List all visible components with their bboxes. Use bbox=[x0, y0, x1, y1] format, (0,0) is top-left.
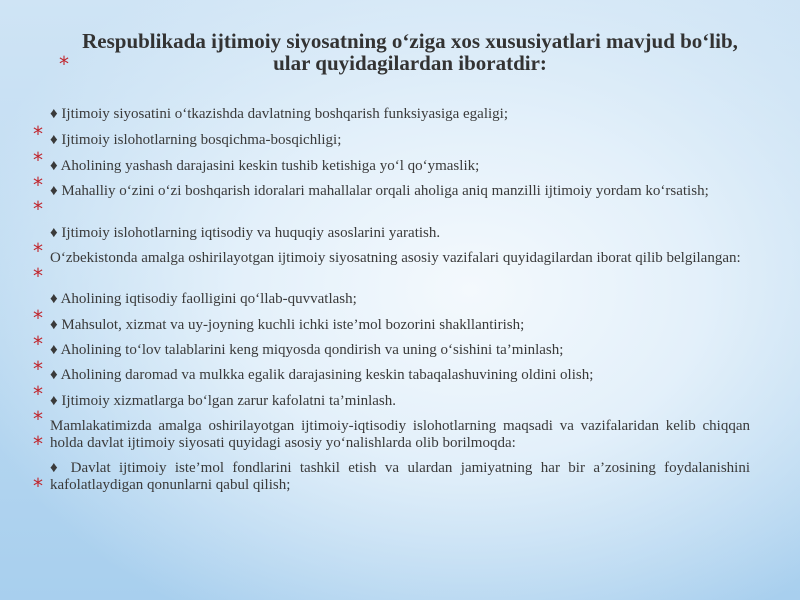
paragraph: ♦ Aholining iqtisodiy faolligini qo‘llab-quvvatlash; bbox=[50, 291, 357, 307]
paragraph: ♦ Ijtimoiy siyosatini o‘tkazishda davlatning boshqarish funksiyasiga egaligi; bbox=[50, 106, 508, 122]
bullet-icon: * bbox=[33, 264, 43, 288]
bullet-icon: * bbox=[33, 306, 43, 330]
bullet-icon: * bbox=[33, 357, 43, 381]
bullet-icon: * bbox=[33, 173, 43, 197]
bullet-icon: * bbox=[33, 407, 43, 431]
paragraph: Mamlakatimizda amalga oshirilayotgan ijtimoiy-iqtisodiy islohotlarning maqsadi va vazifalaridan kelib chiqqan holda davlat ijtimoiy siyosati quyidagi asosiy yo‘nalishlarda olib borilmoqda: bbox=[50, 418, 750, 451]
bullet-icon: * bbox=[33, 432, 43, 456]
bullet-icon: * bbox=[33, 332, 43, 356]
paragraph: ♦ Mahsulot, xizmat va uy-joyning kuchli ichki iste’mol bozorini shakllantirish; bbox=[50, 317, 525, 333]
paragraph: ♦ Ijtimoiy islohotlarning iqtisodiy va huquqiy asoslarini yaratish. bbox=[50, 225, 441, 241]
bullet-icon: * bbox=[33, 382, 43, 406]
paragraph: ♦ Aholining yashash darajasini keskin tushib ketishiga yo‘l qo‘ymaslik; bbox=[50, 158, 480, 174]
paragraph: ♦ Mahalliy o‘zini o‘zi boshqarish idoralari mahallalar orqali aholiga aniq manzilli ijtimoiy yordam ko‘rsatish; bbox=[50, 183, 709, 199]
bullet-icon: * bbox=[33, 239, 43, 263]
bullet-icon: * bbox=[33, 197, 43, 221]
paragraph: O‘zbekistonda amalga oshirilayotgan ijtimoiy siyosatning asosiy vazifalari quyidagilardan iborat qilib belgilangan: bbox=[50, 250, 741, 266]
bullet-icon: * bbox=[33, 474, 43, 498]
bullet-icon: * bbox=[33, 148, 43, 172]
title-bullet-icon: * bbox=[59, 52, 69, 76]
paragraph: ♦ Ijtimoiy xizmatlarga bo‘lgan zarur kafolatni ta’minlash. bbox=[50, 393, 397, 409]
slide-title: Respublikada ijtimoiy siyosatning o‘ziga xos xususiyatlari mavjud bo‘lib, ular quyidagilardan iboratdir: bbox=[82, 29, 738, 75]
paragraph: ♦ Aholining to‘lov talablarini keng miqyosda qondirish va uning o‘sishini ta’minlash; bbox=[50, 342, 564, 358]
paragraph: ♦ Aholining daromad va mulkka egalik darajasining keskin tabaqalashuvining oldini olish; bbox=[50, 367, 594, 383]
paragraph: ♦ Ijtimoiy islohotlarning bosqichma-bosqichligi; bbox=[50, 132, 342, 148]
paragraph: ♦ Davlat ijtimoiy iste’mol fondlarini tashkil etish va ulardan jamiyatning har bir a’zosining foydalanishini kafolatlaydigan qonunlarni qabul qilish; bbox=[50, 460, 750, 493]
bullet-icon: * bbox=[33, 122, 43, 146]
